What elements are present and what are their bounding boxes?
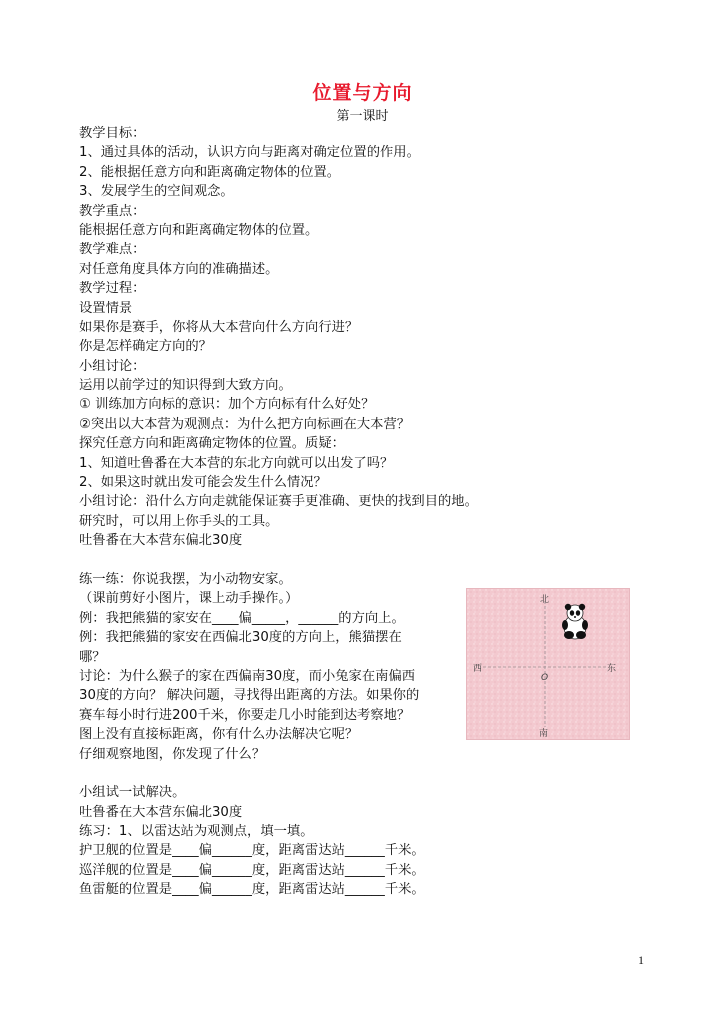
text-line: 如果你是赛手，你将从大本营向什么方向行进？: [79, 319, 359, 335]
panda-icon: [562, 604, 588, 639]
text-line: 你是怎样确定方向的？: [79, 339, 212, 355]
text-line: 教学目标：: [79, 126, 146, 141]
west-label: 西: [473, 664, 483, 674]
text-line: 3、发展学生的空间观念。: [79, 184, 234, 200]
text-line: 仔细观察地图，你发现了什么？: [79, 746, 266, 762]
blank-line: [79, 764, 649, 783]
text-line: 探究任意方向和距离确定物体的位置。质疑：: [79, 436, 345, 452]
text-line: 1、通过具体的活动，认识方向与距离对确定位置的作用。: [79, 145, 420, 161]
blank-line: [79, 551, 649, 570]
south-label: 南: [539, 729, 549, 739]
text-line: 1、知道吐鲁番在大本营的东北方向就可以出发了吗？: [79, 455, 394, 471]
text-line: 30度的方向？ 解决问题，寻找得出距离的方法。如果你的: [79, 688, 420, 704]
text-line: 吐鲁番在大本营东偏北30度: [79, 804, 243, 820]
north-label: 北: [540, 595, 550, 605]
text-line: 护卫舰的位置是____偏______度，距离雷达站______千米。: [79, 843, 425, 859]
text-line: 哪？: [79, 649, 106, 665]
origin-label: O: [541, 673, 549, 683]
text-line: 2、如果这时就出发可能会发生什么情况？: [79, 475, 327, 491]
text-line: 运用以前学过的知识得到大致方向。: [79, 378, 292, 394]
text-line: 小组讨论：: [79, 358, 146, 374]
text-line: 练一练：你说我摆，为小动物安家。: [79, 571, 292, 587]
text-line: 2、能根据任意方向和距离确定物体的位置。: [79, 164, 341, 180]
text-line: 鱼雷艇的位置是____偏______度，距离雷达站______千米。: [79, 882, 425, 898]
lesson-body: [79, 124, 649, 900]
text-line: 小组讨论：沿什么方向走就能保证赛手更准确、更快的找到目的地。: [79, 494, 478, 510]
text-line: 小组试一试解决。: [79, 785, 186, 801]
text-line: 练习：1、以雷达站为观测点，填一填。: [79, 824, 314, 840]
text-line: 赛车每小时行进200千米，你要走几小时能到达考察地？: [79, 707, 411, 723]
text-line: 例：我把熊猫的家安在____偏_____，______的方向上。: [79, 610, 405, 626]
text-line: 讨论：为什么猴子的家在西偏南30度，而小兔家在南偏西: [79, 668, 416, 684]
compass-diagram: [467, 589, 629, 739]
text-line: ① 训练加方向标的意识：加个方向标有什么好处？: [79, 397, 375, 413]
text-line: （课前剪好小图片，课上动手操作。）: [79, 591, 299, 607]
text-line: 对任意角度具体方向的准确描述。: [79, 261, 279, 277]
text-line: 设置情景: [79, 300, 133, 316]
text-line: 图上没有直接标距离，你有什么办法解决它呢？: [79, 727, 359, 743]
direction-map-figure: [466, 588, 630, 740]
text-line: 教学难点：: [79, 242, 146, 258]
text-line: 例：我把熊猫的家安在西偏北30度的方向上，熊猫摆在: [79, 630, 402, 646]
lesson-subtitle: 第一课时: [336, 109, 389, 124]
text-line: 能根据任意方向和距离确定物体的位置。: [79, 222, 319, 238]
text-line: 研究时，可以用上你手头的工具。: [79, 513, 279, 529]
text-line: 巡洋舰的位置是____偏______度，距离雷达站______千米。: [79, 862, 425, 878]
page-number: 1: [638, 953, 644, 967]
text-line: 教学重点：: [79, 203, 146, 219]
text-line: 教学过程：: [79, 281, 146, 297]
text-line: ②突出以大本营为观测点：为什么把方向标画在大本营？: [79, 416, 411, 432]
text-line: 吐鲁番在大本营东偏北30度: [79, 533, 243, 549]
east-label: 东: [607, 664, 617, 674]
page-title: 位置与方向: [312, 82, 413, 104]
